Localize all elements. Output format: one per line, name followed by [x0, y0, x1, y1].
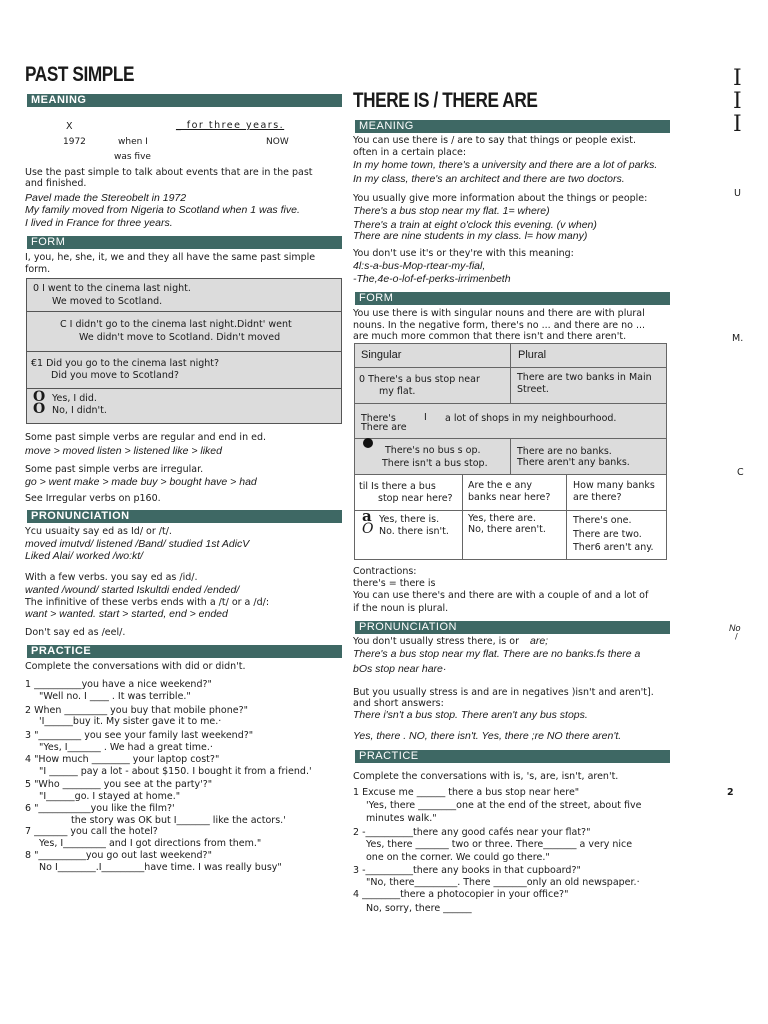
meaning-text: You usually give more information about the things or people: — [353, 193, 648, 204]
table-text: a lot of shops in my neighbourhood. — [445, 413, 617, 424]
table-text: There's — [361, 413, 396, 424]
form-header: FORM — [27, 236, 342, 249]
table-text: I — [424, 412, 427, 423]
contractions-text: if the noun is plural. — [353, 603, 449, 614]
short-answer: No, I didn't. — [52, 405, 107, 416]
practice-line: Yes, there _______ two or three. There_______ a very nice — [366, 839, 633, 850]
practice-line: No I________.I_________have time. I was really busy" — [39, 862, 282, 873]
example-sentence: I lived in France for three years. — [25, 217, 173, 229]
margin-fragment: U — [734, 188, 741, 199]
margin-fragment: / — [735, 632, 738, 641]
pronunciation-example: There's a bus stop near my flat. There are no banks.fs there a — [353, 648, 641, 660]
pronunciation-text: With a few verbs. you say ed as /id/. — [25, 572, 198, 583]
timeline-x: X — [66, 121, 73, 132]
form-text: You use there is with singular nouns and there are with plural — [353, 308, 645, 319]
practice-intro: Complete the conversations with did or didn't. — [25, 661, 246, 672]
practice-line: 4 ________there a photocopier in your office?" — [353, 889, 569, 900]
timeline-was-five: was five — [114, 152, 151, 162]
practice-line: 7 _______ you call the hotel? — [25, 826, 158, 837]
contractions-text: there's = there is — [353, 578, 436, 589]
table-text: There are — [361, 422, 407, 433]
practice-line: one on the corner. We could go there." — [366, 852, 550, 863]
meaning-header: MEANING — [27, 94, 342, 107]
pronunciation-text: The infinitive of these verbs ends with a /t/ or a /d/: — [25, 597, 270, 608]
meaning-text: often in a certain place: — [353, 147, 467, 158]
irregular-verbs-example: go > went make > made buy > bought have > had — [25, 476, 257, 488]
table-text: are there? — [573, 492, 622, 503]
practice-line: Yes, I_________ and I got directions from them." — [39, 838, 262, 849]
practice-line: "I ______ pay a lot - about $150. I bought it from a friend.' — [39, 766, 312, 777]
answer-a-mark: a — [362, 507, 372, 525]
crossed-out-example: -The,4e-o-lof-ef-perks-irrimenbeth — [353, 273, 511, 285]
meaning-text: Use the past simple to talk about events that are in the past — [25, 167, 313, 178]
table-text: Yes, there is. — [379, 514, 440, 525]
negative-example: C I didn't go to the cinema last night.Didnt' went — [60, 319, 292, 330]
meaning-example: There's a train at eight o'clock this evening. (v when) — [353, 219, 597, 231]
table-text: There aren't any banks. — [517, 457, 630, 468]
practice-line: 5 "Who ________ you see at the party'?" — [25, 779, 213, 790]
practice-line: 6 "___________you like the film?' — [25, 803, 175, 814]
pronunciation-example: wanted /wound/ started Iskultdi ended /ended/ — [25, 584, 240, 596]
meaning-text: and finished. — [25, 178, 87, 189]
practice-intro: Complete the conversations with is, 's, are, isn't, aren't. — [353, 771, 619, 782]
plural-label: Plural — [518, 349, 547, 361]
form-header: FORM — [355, 292, 670, 305]
margin-fragment: I — [733, 89, 742, 114]
timeline-for: _ for three years. — [176, 120, 285, 131]
pronunciation-text: You don't usually stress there, is or — [353, 636, 519, 647]
pronunciation-example: bOs stop near hare· — [353, 663, 447, 675]
practice-line: 3 -__________there any books in that cupboard?" — [353, 865, 581, 876]
table-text: 0 There's a bus stop near — [359, 374, 480, 385]
negative-bullet-icon — [363, 438, 373, 448]
question-example: Did you move to Scotland? — [51, 370, 179, 381]
table-text: my flat. — [379, 386, 416, 397]
table-text: No. there isn't. — [379, 526, 449, 537]
meaning-example: In my class, there's an architect and there are two doctors. — [353, 173, 625, 185]
timeline-now: NOW — [266, 137, 289, 147]
meaning-text: You don't use it's or they're with this meaning: — [353, 248, 574, 259]
practice-line: 'Yes, there ________one at the end of the street, about five — [366, 800, 642, 811]
form-text: form. — [25, 264, 51, 275]
practice-line: 4 "How much ________ your laptop cost?" — [25, 754, 220, 765]
crossed-out-example: 4l:s-a-bus-Mop-rtear-my-fial, — [353, 260, 486, 272]
practice-line: "I______go. I stayed at home." — [39, 791, 181, 802]
pronunciation-text: Don't say ed as /eel/. — [25, 627, 126, 638]
contractions-text: You can use there's and there are with a couple of and a lot of — [353, 590, 649, 601]
table-text: There isn't a bus stop. — [382, 458, 488, 469]
form-text: nouns. In the negative form, there's no ... and there are no ... — [353, 320, 646, 331]
answer-o-mark: O — [362, 521, 374, 537]
meaning-text: You can use there is / are to say that things or people exist. — [353, 135, 636, 146]
contractions-text: Contractions: — [353, 566, 417, 577]
page-title-past-simple: PAST SIMPLE — [25, 63, 135, 86]
meaning-example: In my home town, there's a university and there are a lot of parks. — [353, 159, 658, 171]
regular-verbs-text: Some past simple verbs are regular and end in ed. — [25, 432, 267, 443]
meaning-header: MEANING — [355, 120, 670, 133]
pronunciation-example: moved imutvd/ listened /Band/ studied 1st AdicV — [25, 538, 250, 550]
pronunciation-example: Yes, there . NO, there isn't. Yes, there ;re NO there aren't. — [353, 730, 622, 742]
practice-header: PRACTICE — [355, 750, 670, 763]
example-sentence: Pavel made the Stereobelt in 1972 — [25, 192, 187, 204]
regular-verbs-example: move > moved listen > listened like > liked — [25, 445, 222, 457]
practice-line: No, sorry, there ______ — [366, 903, 472, 914]
timeline-when-i: when I — [118, 137, 148, 147]
table-text: There are no banks. — [517, 446, 612, 457]
singular-label: Singular — [361, 349, 402, 361]
margin-fragment: M. — [732, 333, 744, 344]
question-example: €1 Did you go to the cinema last night? — [31, 358, 220, 369]
practice-line: 3 "_________ you see your family last weekend?" — [25, 730, 254, 741]
table-text: stop near here? — [378, 493, 453, 504]
short-answer: Yes, I did. — [52, 393, 97, 404]
negative-example: We didn't move to Scotland. Didn't moved — [79, 332, 281, 343]
pronunciation-example: Liked Alai/ worked /wo:kt/ — [25, 550, 144, 562]
table-text: There's no bus s op. — [385, 445, 481, 456]
pronunciation-text: But you usually stress is and are in negatives )isn't and aren't]. — [353, 687, 654, 698]
affirmative-example: 0 I went to the cinema last night. — [33, 283, 191, 294]
practice-line: "Yes, I_______ . We had a great time.· — [39, 742, 213, 753]
practice-header: PRACTICE — [27, 645, 342, 658]
form-text: I, you, he, she, it, we and they all have the same past simple — [25, 252, 316, 263]
page-title-there-is: THERE IS / THERE ARE — [353, 89, 538, 112]
table-text: til Is there a bus — [359, 481, 436, 492]
table-text: Street. — [517, 384, 549, 395]
margin-fragment: I — [733, 66, 742, 91]
pronunciation-example: want > wanted. start > started, end > ended — [25, 608, 228, 620]
table-text: There are two banks in Main — [517, 372, 652, 383]
practice-line: "Well no. I ____ . It was terrible." — [39, 691, 191, 702]
practice-line: minutes walk." — [366, 813, 437, 824]
meaning-example: There's a bus stop near my flat. 1= where) — [353, 205, 550, 217]
margin-fragment: No — [729, 623, 741, 633]
practice-line: "No, there_________. There _______only an old newspaper.· — [366, 877, 640, 888]
practice-line: 'I______buy it. My sister gave it to me.· — [39, 716, 222, 727]
table-text: Yes, there are. — [468, 513, 536, 524]
table-text: Ther6 aren't any. — [573, 542, 654, 553]
table-text: Are the e any — [468, 480, 532, 491]
pronunciation-header: PRONUNCIATION — [355, 621, 670, 634]
pronunciation-header: PRONUNCIATION — [27, 510, 342, 523]
form-text: are much more common that there isn't and there aren't. — [353, 331, 627, 342]
timeline-1972: 1972 — [63, 137, 86, 147]
practice-line: 1 __________you have a nice weekend?" — [25, 679, 212, 690]
practice-line: 1 Excuse me ______ there a bus stop near here" — [353, 787, 580, 798]
table-text: banks near here? — [468, 492, 551, 503]
example-sentence: My family moved from Nigeria to Scotland when 1 was five. — [25, 204, 300, 216]
meaning-example: There are nine students in my class. l= how many) — [353, 230, 588, 242]
margin-fragment: 2 — [727, 787, 734, 798]
answer-o-mark: O — [33, 389, 46, 405]
pronunciation-text: are; — [530, 635, 549, 647]
practice-line: 2 -__________there any good cafés near your flat?" — [353, 827, 591, 838]
practice-line: the story was OK but I_______ like the actors.' — [71, 815, 286, 826]
table-text: There's one. — [573, 515, 632, 526]
margin-fragment: I — [733, 112, 742, 137]
table-text: How many banks — [573, 480, 655, 491]
pronunciation-example: There i'sn't a bus stop. There aren't any bus stops. — [353, 709, 588, 721]
answer-o-mark: O — [33, 401, 46, 417]
table-text: There are two. — [573, 529, 642, 540]
table-text: No, there aren't. — [468, 524, 546, 535]
affirmative-example: We moved to Scotland. — [52, 296, 163, 307]
pronunciation-text: Ycu usuaity say ed as Id/ or /t/. — [25, 526, 172, 537]
margin-fragment: C — [737, 467, 744, 478]
irregular-verbs-text: Some past simple verbs are irregular. — [25, 464, 204, 475]
practice-line: 8 "__________you go out last weekend?" — [25, 850, 212, 861]
practice-line: 2 When _________ you buy that mobile phone?" — [25, 705, 248, 716]
see-irregular-link: See Irregular verbs on p160. — [25, 493, 161, 504]
pronunciation-text: and short answers: — [353, 698, 444, 709]
